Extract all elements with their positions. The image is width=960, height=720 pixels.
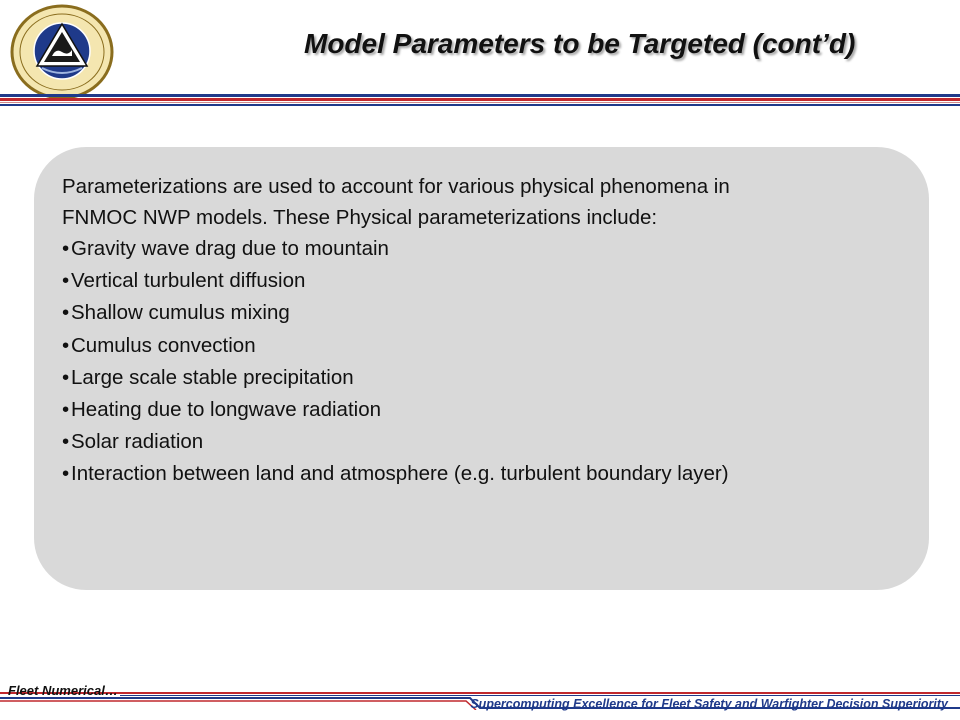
slide-title: Model Parameters to be Targeted (cont’d) bbox=[304, 28, 856, 59]
list-item-text: Shallow cumulus mixing bbox=[71, 301, 290, 325]
list-item-text: Vertical turbulent diffusion bbox=[71, 269, 306, 293]
list-item-text: Large scale stable precipitation bbox=[71, 365, 354, 389]
bullet-icon: • bbox=[62, 269, 70, 293]
list-item bbox=[62, 330, 901, 362]
bullet-icon: • bbox=[62, 301, 70, 325]
list-item bbox=[62, 362, 901, 394]
header-divider-stripes bbox=[0, 90, 960, 110]
list-item bbox=[62, 394, 901, 426]
bullet-icon: • bbox=[62, 333, 70, 357]
list-item-text: Solar radiation bbox=[71, 430, 204, 454]
list-item bbox=[62, 426, 901, 458]
list-item bbox=[62, 458, 901, 490]
intro-paragraph: Parameterizations are used to account for various physical phenomena in FNMOC NWP models. These Physical parameterizations include: bbox=[62, 175, 730, 229]
list-item-text: Gravity wave drag due to mountain bbox=[71, 237, 389, 260]
bullet-icon: • bbox=[62, 462, 70, 486]
list-item bbox=[62, 297, 901, 329]
content-panel bbox=[34, 147, 929, 590]
bullet-icon: • bbox=[62, 430, 70, 454]
bullet-icon: • bbox=[62, 398, 70, 422]
list-item bbox=[62, 265, 901, 297]
list-item-text: Heating due to longwave radiation bbox=[71, 398, 381, 422]
bullet-icon: • bbox=[62, 237, 70, 260]
footer-tagline: Supercomputing Excellence for Fleet Safety and Warfighter Decision Superiority bbox=[470, 697, 948, 711]
list-item bbox=[62, 233, 901, 265]
parameterization-list bbox=[62, 233, 901, 491]
footer-org-name: Fleet Numerical… bbox=[8, 683, 118, 698]
list-item-text: Interaction between land and atmosphere (e.g. turbulent boundary layer) bbox=[71, 462, 729, 486]
bullet-icon: • bbox=[62, 365, 70, 389]
fnmoc-seal-logo-icon bbox=[10, 4, 114, 100]
list-item-text: Cumulus convection bbox=[71, 333, 256, 357]
